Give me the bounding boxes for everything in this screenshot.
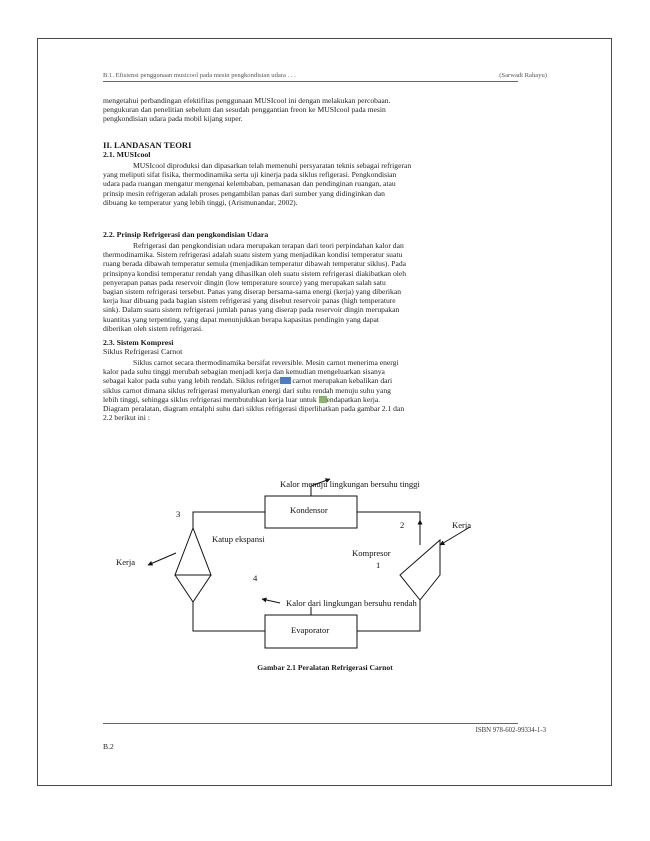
text-line: Diagram peralatan, diagram entalphi suhu dari siklus refrigerasi diperlihatkan pada gambar 2.1 dan (103, 404, 405, 414)
text-line: ruang berada dibawah temperatur semula (menjadikan temperatur dibawah temperatur siklus). Pada (103, 259, 407, 269)
text-segment: sebagai kalor pada suhu yang lebih rendah. Siklus refriger (103, 376, 280, 386)
text-line: thermodinamika. Sistem refrigerasi adalah suatu sistem yang menjadikan kondisi temperatur suatu (103, 250, 403, 260)
heat-in-arrow (262, 599, 280, 603)
subsection-heading-2-2: 2.2. Prinsip Refrigerasi dan pengkondisian Udara (103, 230, 269, 239)
state-number-1: 1 (376, 560, 381, 570)
expansion-valve-shape (175, 575, 211, 602)
work-left-label: Kerja (116, 557, 136, 567)
state-number-2: 2 (400, 520, 405, 530)
text-line: kalor pada suhu tinggi merubah sebagian menjadi kerja dan kemudian mengeluarkan sisanya (103, 367, 385, 377)
work-out-arrow (148, 553, 176, 565)
text-line: diberikan oleh sistem refrigerasi. (103, 323, 203, 333)
compressor-label: Kompresor (352, 548, 391, 558)
text-segment: lebih tinggi, sehingga siklus refrigerasi membutuhkan kerja luar untuk (103, 394, 317, 404)
subsection-heading-2-3: 2.3. Sistem Kompresi (103, 338, 174, 347)
page-number: B.2 (103, 742, 114, 751)
text-segment: carnot merupakan kebalikan dari (292, 376, 393, 386)
text-line: pengukuran dan penelitian sebelum dan sesudah penggantian freon ke MUSIcool pada mesin (103, 105, 386, 115)
text-line: siklus carnot dimana siklus refrigerasi menyalurkan energi dari suhu rendah menuju suhu yang (103, 385, 391, 395)
work-right-label: Kerja (452, 520, 472, 530)
text-segment: endapatkan kerja. (326, 394, 381, 404)
condenser-label: Kondensor (290, 505, 328, 515)
text-line: MUSIcool diproduksi dan dipasarkan telah memenuhi persyaratan teknis sebagai refrigeran (133, 161, 412, 170)
text-line: kuantitas yang terpenting, yang dapat menunjukkan berapa kapasitas pendingin yang dapat (103, 314, 380, 324)
text-line: pengkondisian udara pada mobil kijang super. (103, 114, 243, 124)
text-line: mengetahui perbandingan efektifitas penggunaan MUSIcool ini dengan melakukan percobaan. (103, 96, 391, 105)
text-line: kerja luar dibuang pada bagian sistem refrigerasi yang disebut reservoir panas (high temperature (103, 296, 396, 306)
text-line: prinsipnya kondisi temperatur rendah yang dihasilkan oleh suatu sistem refrigerasi diakibatkan oleh (103, 268, 407, 278)
expansion-valve-shape (175, 528, 211, 575)
state-number-3: 3 (176, 509, 181, 519)
subsection-heading-2-1: 2.1. MUSIcool (103, 150, 151, 159)
isbn: ISBN 978-602-99334-1-3 (475, 727, 546, 734)
text-line: Refrigerasi dan pengkondisian udara merupakan terapan dari teori perpindahan kalor dan (133, 241, 404, 250)
pipe-line (193, 602, 265, 631)
siklus-carnot-subheading: Siklus Refrigerasi Carnot (103, 347, 183, 356)
text-line: penyerapan panas pada reservoir dingin (low temperature source) yang merupakan salah satu (103, 277, 386, 287)
text-line: prinsip mesin refrigeran adalah proses pengambilan panas dari sumber yang didinginkan dan (103, 188, 385, 198)
text-line: yang meliputi sifat fisika, thermodinamika serta uji kinerja pada siklus refigerasi. Pengkondisian (103, 170, 397, 180)
evaporator-label: Evaporator (291, 625, 330, 635)
text-line: sink). Dalam suatu sistem refrigerasi jumlah panas yang diserap pada reservoir dingin merupakan (103, 305, 400, 315)
pipe-line (357, 512, 420, 545)
state-number-4: 4 (253, 573, 258, 583)
text-line: 2.2 berikut ini : (103, 413, 150, 423)
compressor-shape (400, 540, 440, 600)
text-line: dibuang ke temperatur yang lebih tinggi, (Arismunandar, 2002). (103, 197, 298, 207)
text-line: Siklus carnot secara thermodinamika bersifat reversible. Mesin carnot menerima energi (133, 358, 399, 367)
running-header-left: B.1. Efisiensi penggunaan musicool pada mesin pengkondisian udara . . . (103, 72, 296, 79)
footer-rule (103, 723, 518, 724)
running-header-right: (Sarwadi Rahayu) (499, 72, 547, 79)
pipe-line (193, 512, 265, 528)
text-line: bagian sistem refrigerasi tersebut. Panas yang diserap bersama-sama energi (kerja) yang diberikan (103, 287, 402, 297)
text-line: udara pada ruangan mengatur mengenai kelembaban, pemanasan dan pendinginan ruangan, atau (103, 179, 396, 189)
heat-out-label: Kalor menuju lingkungan bersuhu tinggi (280, 479, 420, 489)
figure-caption: Gambar 2.1 Peralatan Refrigerasi Carnot (257, 663, 393, 672)
expansion-valve-label: Katup ekspansi (212, 534, 265, 544)
section-heading: II. LANDASAN TEORI (103, 140, 192, 150)
heat-in-label: Kalor dari lingkungan bersuhu rendah (286, 598, 417, 608)
